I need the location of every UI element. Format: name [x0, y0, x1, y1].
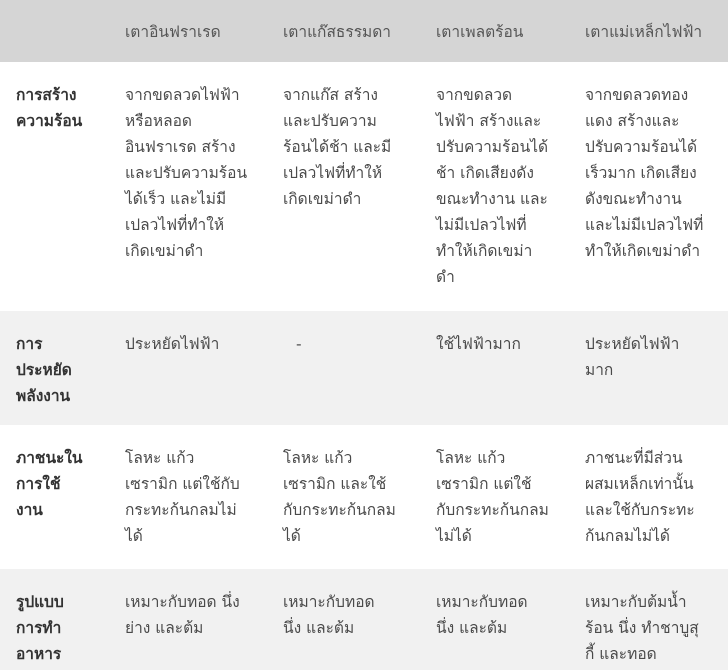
table-row — [0, 425, 728, 569]
header-cell-induction: เตาแม่เหล็กไฟฟ้า — [585, 23, 703, 41]
table-cell: จากขดลวดไฟฟ้า หรือหลอด อินฟราเรด สร้าง และปรับความร้อน ได้เร็ว และไม่มี เปลวไฟที่ทำให้ เกิดเขม่าดำ — [125, 86, 248, 260]
table-cell: จากขดลวด ไฟฟ้า สร้างและ ปรับความร้อนได้ ช้า เกิดเสียงดัง ขณะทำงาน และ ไม่มีเปลวไฟที่ ทำให้เกิดเขม่า ดำ — [436, 86, 549, 286]
table-cell: - — [296, 335, 302, 353]
table-row — [0, 569, 728, 670]
table-cell: จากขดลวดทอง แดง สร้างและ ปรับความร้อนได้ เร็วมาก เกิดเสียง ดังขณะทำงาน และไม่มีเปลวไฟที่ ทำให้เกิดเขม่าดำ — [585, 86, 704, 260]
table-row — [0, 311, 728, 425]
table-cell: ใช้ไฟฟ้ามาก — [436, 335, 521, 353]
header-cell-infrared: เตาอินฟราเรด — [125, 23, 221, 41]
table-cell: จากแก๊ส สร้าง และปรับความ ร้อนได้ช้า และมี เปลวไฟที่ทำให้ เกิดเขม่าดำ — [283, 86, 392, 208]
row-label-cooking: รูปแบบ การทำ อาหาร — [16, 593, 64, 663]
header-cell-empty — [0, 0, 125, 19]
table-cell: เหมาะกับต้มน้ำ ร้อน นึ่ง ทำชาบูสุ กี้ และทอด — [585, 593, 699, 663]
row-label-heat: การสร้าง ความร้อน — [16, 86, 83, 130]
row-label-cookware: ภาชนะใน การใช้ งาน — [16, 449, 83, 519]
table-row — [0, 62, 728, 311]
table-cell: เหมาะกับทอด นึ่ง และต้ม — [283, 593, 375, 637]
table-cell: ภาชนะที่มีส่วน ผสมเหล็กเท่านั้น และใช้กับกระทะ ก้นกลมไม่ได้ — [585, 449, 695, 545]
table-cell: โลหะ แก้ว เซรามิก แต่ใช้ กับกระทะก้นกลม ไม่ได้ — [436, 449, 549, 545]
table-cell: เหมาะกับทอด นึ่ง ย่าง และต้ม — [125, 593, 240, 637]
header-cell-gas: เตาแก๊สธรรมดา — [283, 23, 392, 41]
table-header-row — [0, 0, 728, 62]
table-cell: ประหยัดไฟฟ้า มาก — [585, 335, 680, 379]
header-cell-hotplate: เตาเพลตร้อน — [436, 23, 524, 41]
table-cell: เหมาะกับทอด นึ่ง และต้ม — [436, 593, 528, 637]
table-cell: ประหยัดไฟฟ้า — [125, 335, 220, 353]
row-label-energy: การ ประหยัด พลังงาน — [16, 335, 72, 405]
table-cell: โลหะ แก้ว เซรามิก และใช้ กับกระทะก้นกลม ได้ — [283, 449, 396, 545]
table-cell: โลหะ แก้ว เซรามิก แต่ใช้กับ กระทะก้นกลมไม่ ได้ — [125, 449, 240, 545]
